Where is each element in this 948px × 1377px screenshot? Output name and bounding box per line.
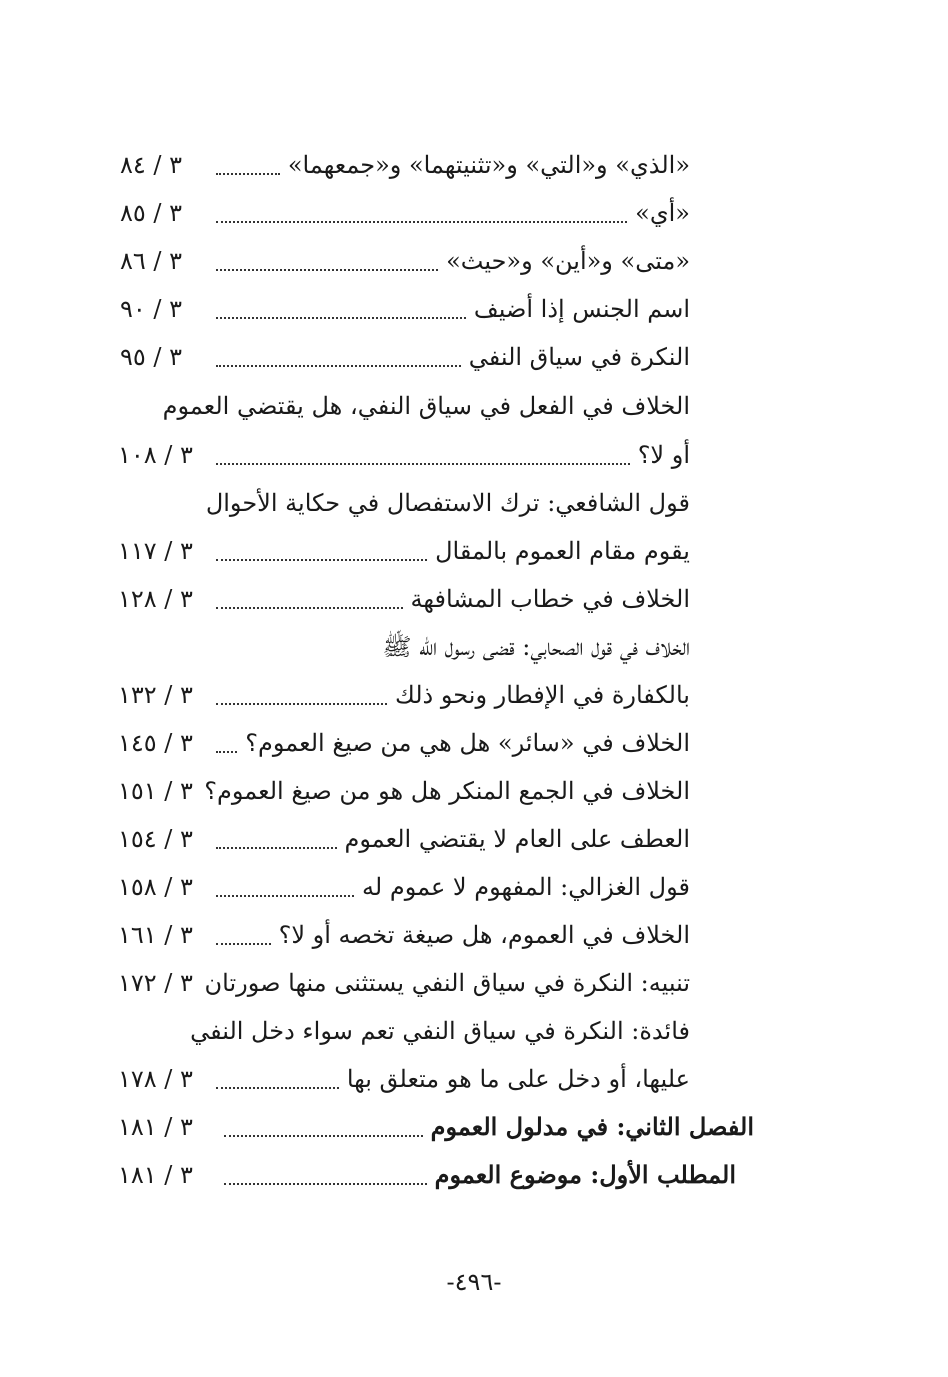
toc-entry [204, 959, 690, 1007]
leader-dots [216, 815, 337, 863]
entry-title: «أي» [627, 189, 690, 237]
entry-page-ref: ٣ / ١٤٥ [118, 729, 193, 757]
entry-title: اسم الجنس إذا أضيف [466, 285, 690, 333]
entry-title: قول الشافعي: ترك الاستفصال في حكاية الأحوال [198, 479, 690, 527]
leader-dots [216, 333, 461, 381]
toc-section-entry [224, 1151, 736, 1199]
entry-title: النكرة في سياق النفي [461, 333, 690, 381]
toc-entry [216, 141, 690, 189]
leader-dots [216, 237, 438, 285]
toc-entry [162, 382, 690, 430]
leader-dots [216, 1055, 339, 1103]
entry-page-ref: ٣ / ١٧٨ [118, 1065, 193, 1093]
entry-page-ref: ٣ / ١٥٤ [118, 825, 193, 853]
toc-entry [205, 479, 690, 527]
leader-dots [216, 189, 627, 237]
entry-page-ref: ٣ / ٨٦ [120, 247, 183, 275]
toc-entry [216, 189, 690, 237]
entry-page-ref: ٣ / ٨٥ [120, 199, 183, 227]
entry-title: المطلب الأول: موضوع العموم [427, 1151, 736, 1199]
leader-dots [216, 719, 237, 767]
toc-entry [216, 671, 690, 719]
toc-entry [216, 237, 690, 285]
toc-entry [190, 1007, 690, 1055]
leader-dots [216, 575, 403, 623]
leader-dots [216, 911, 271, 959]
entry-title: الخلاف في الفعل في سياق النفي، هل يقتضي العموم [155, 382, 690, 430]
entry-title: عليها، أو دخل على ما هو متعلق بها [339, 1055, 690, 1103]
entry-page-ref: ٣ / ٨٤ [120, 151, 183, 179]
entry-title: يقوم مقام العموم بالمقال [427, 527, 690, 575]
entry-page-ref: ٣ / ١٢٨ [118, 585, 193, 613]
entry-page-ref: ٣ / ١٨١ [118, 1161, 193, 1189]
toc-entry [216, 285, 690, 333]
toc-entry [216, 863, 690, 911]
entry-title: الفصل الثاني: في مدلول العموم [423, 1103, 754, 1151]
entry-page-ref: ٣ / ١٨١ [118, 1113, 193, 1141]
entry-page-ref: ٣ / ١١٧ [118, 537, 193, 565]
entry-title: «متى» و«أين» و«حيث» [438, 237, 690, 285]
leader-dots [216, 671, 387, 719]
leader-dots [216, 285, 466, 333]
toc-entry [216, 527, 690, 575]
leader-dots [216, 141, 280, 189]
toc-entry [216, 575, 690, 623]
toc-entry [204, 767, 690, 815]
toc-chapter-entry [224, 1103, 754, 1151]
entry-title: الخلاف في قول الصحابي: قضى رسول الله ﷺ [374, 623, 690, 671]
entry-title: الخلاف في «سائر» هل هي من صيغ العموم؟ [237, 719, 690, 767]
entry-page-ref: ٣ / ١٥١ [118, 777, 193, 805]
entry-page-ref: ٣ / ١٠٨ [118, 441, 193, 469]
entry-page-ref: ٣ / ١٦١ [118, 921, 193, 949]
toc-entry [216, 431, 690, 479]
leader-dots [224, 1103, 423, 1151]
entry-title: فائدة: النكرة في سياق النفي تعم سواء دخل النفي [182, 1007, 690, 1055]
entry-page-ref: ٣ / ٩٥ [120, 343, 183, 371]
toc-entry [216, 719, 690, 767]
page-number: -٤٩٦- [446, 1268, 502, 1296]
entry-title: أو لا؟ [630, 431, 690, 479]
leader-dots [216, 431, 630, 479]
toc-entry [216, 815, 690, 863]
entry-page-ref: ٣ / ١٥٨ [118, 873, 193, 901]
entry-page-ref: ٣ / ١٣٢ [118, 681, 193, 709]
leader-dots [216, 527, 427, 575]
entry-page-ref: ٣ / ١٧٢ [118, 969, 193, 997]
entry-title: الخلاف في خطاب المشافهة [403, 575, 690, 623]
toc-entry [216, 333, 690, 381]
entry-title: «الذي» و«التي» و«تثنيتهما» و«جمعهما» [280, 141, 690, 189]
leader-dots [216, 863, 354, 911]
entry-title: العطف على العام لا يقتضي العموم [337, 815, 691, 863]
toc-entry [216, 1055, 690, 1103]
entry-title: بالكفارة في الإفطار ونحو ذلك [387, 671, 690, 719]
leader-dots [224, 1151, 427, 1199]
entry-title: تنبيه: النكرة في سياق النفي يستثنى منها صورتان [197, 959, 690, 1007]
entry-title: الخلاف في الجمع المنكر هل هو من صيغ العموم؟ [196, 767, 690, 815]
entry-title: قول الغزالي: المفهوم لا عموم له [354, 863, 690, 911]
toc-entry [216, 911, 690, 959]
toc-entry [216, 623, 690, 671]
entry-page-ref: ٣ / ٩٠ [120, 295, 183, 323]
entry-title: الخلاف في العموم، هل صيغة تخصه أو لا؟ [271, 911, 690, 959]
